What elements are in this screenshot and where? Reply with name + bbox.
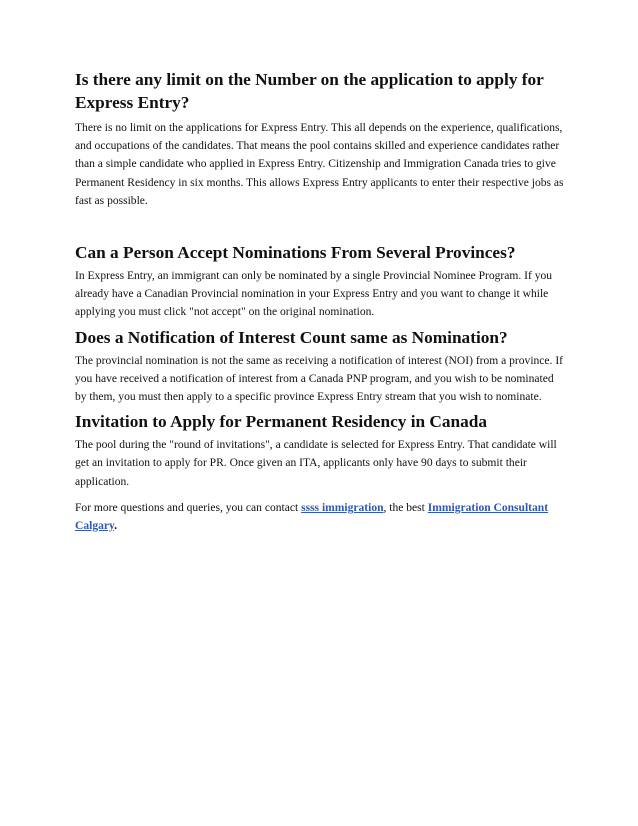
section-invitation-to-apply xyxy=(75,410,567,491)
paragraph-several-provinces: In Express Entry, an immigrant can only be nominated by a single Provincial Nominee Program. If you already have a Canadian Provincial nomination in your Express Entry and you want to change it while applying you must click "not accept" on the original nomination. xyxy=(75,270,553,319)
paragraph-invitation-to-apply: The pool during the "round of invitations", a candidate is selected for Express Entry. That candidate will get an invitation to apply for PR. Once given an ITA, applicants only have 90 days to submit their application. xyxy=(75,439,557,488)
heading-notification-of-interest: Does a Notification of Interest Count same as Nomination? xyxy=(75,327,508,347)
document-page xyxy=(75,68,567,535)
immigration-consultant-calgary-link[interactable]: Immigration Consultant Calgary xyxy=(75,501,549,533)
paragraph-notification-of-interest: The provincial nomination is not the same as receiving a notification of interest (NOI) from a province. If you have received a notification of interest from a Canada PNP program, and you wish to be nominated by them, you must then apply to a specific province Express Entry stream that you wish to nominate. xyxy=(75,354,564,404)
heading-invitation-to-apply: Invitation to Apply for Permanent Residency in Canada xyxy=(75,412,488,432)
ssss-immigration-link[interactable]: ssss immigration xyxy=(301,501,384,514)
section-notification-of-interest xyxy=(75,326,567,407)
section-several-provinces xyxy=(75,241,567,322)
closing-middle: , the best xyxy=(383,501,428,514)
heading-several-provinces: Can a Person Accept Nominations From Several Provinces? xyxy=(75,243,516,263)
closing-suffix: . xyxy=(114,520,118,533)
closing-prefix: For more questions and queries, you can contact xyxy=(75,501,302,514)
closing-paragraph xyxy=(75,499,567,535)
paragraph-application-limit: There is no limit on the applications for Express Entry. This all depends on the experience, qualifications, and occupations of the candidates. That means the pool contains skilled and experience candidates rather than a simple candidate who applied in Express Entry. Citizenship and Immigration Canada tries to give Permanent Residency in six months. This allows Express Entry applicants to enter their respective jobs as fast as possible. xyxy=(75,122,564,207)
section-application-limit xyxy=(75,68,567,210)
heading-application-limit: Is there any limit on the Number on the application to apply for Express Entry? xyxy=(75,70,544,112)
